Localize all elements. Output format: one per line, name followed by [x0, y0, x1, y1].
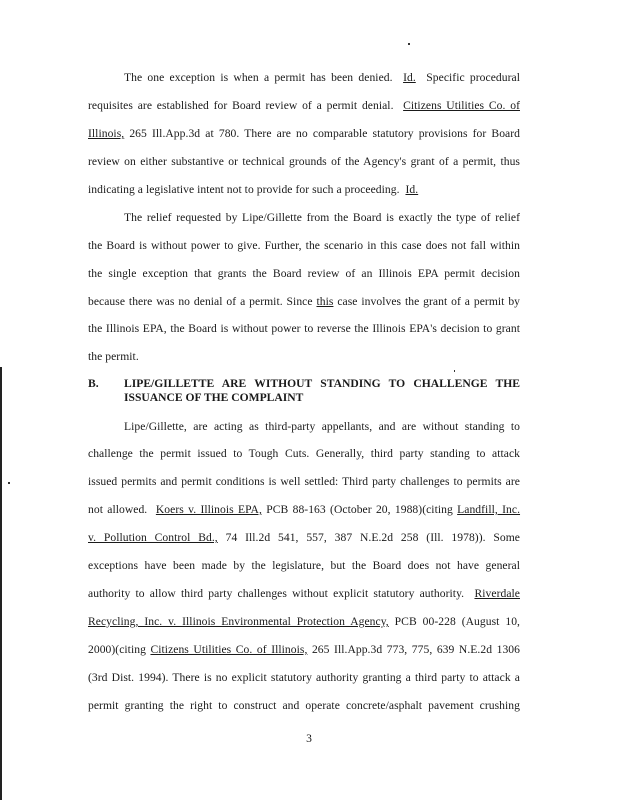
paragraph-3-line-1: Lipe/Gillette, are acting as third-party appellants, and are without standing to — [124, 420, 520, 433]
paragraph-3-line-6: exceptions have been made by the legislature, but the Board does not have general — [88, 559, 520, 572]
paragraph-2-line-1: The relief requested by Lipe/Gillette from the Board is exactly the type of relief — [124, 211, 520, 224]
scan-speck — [408, 43, 410, 45]
paragraph-3-line-10: (3rd Dist. 1994). There is no explicit statutory authority granting a third party to attack a — [88, 671, 520, 684]
paragraph-1-line-3: Illinois, 265 Ill.App.3d at 780. There are no comparable statutory provisions for Board — [88, 127, 520, 140]
paragraph-3-line-4: not allowed. Koers v. Illinois EPA, PCB 88-163 (October 20, 1988)(citing Landfill, Inc. — [88, 503, 521, 516]
paragraph-3-line-11: permit granting the right to construct and operate concrete/asphalt pavement crushing — [88, 699, 520, 712]
paragraph-3-line-3: issued permits and permit conditions is well settled: Third party challenges to permits are — [88, 475, 520, 488]
paragraph-2-line-4: because there was no denial of a permit. Since this case involves the grant of a permit by — [88, 295, 521, 308]
paragraph-1-line-2: requisites are established for Board review of a permit denial. Citizens Utilities Co. of — [88, 99, 520, 112]
page-number: 3 — [306, 732, 312, 745]
paragraph-2-line-6: the permit. — [88, 350, 139, 363]
paragraph-3-line-5: v. Pollution Control Bd., 74 Ill.2d 541, 557, 387 N.E.2d 258 (Ill. 1978)). Some — [88, 531, 521, 544]
paragraph-2-line-2: the Board is without power to give. Further, the scenario in this case does not fall within — [88, 239, 520, 252]
paragraph-2-line-5: the Illinois EPA, the Board is without power to reverse the Illinois EPA's decision to grant — [88, 322, 520, 335]
paragraph-3-line-9: 2000)(citing Citizens Utilities Co. of Illinois, 265 Ill.App.3d 773, 775, 639 N.E.2d 1306 — [88, 643, 520, 656]
scan-speck — [8, 482, 10, 484]
section-heading — [124, 377, 520, 405]
paragraph-3-line-2: challenge the permit issued to Tough Cuts. Generally, third party standing to attack — [88, 447, 520, 460]
paragraph-3-line-8: Recycling, Inc. v. Illinois Environmental Protection Agency, PCB 00-228 (August 10, — [88, 615, 520, 628]
section-heading-line-2: ISSUANCE OF THE COMPLAINT — [124, 391, 304, 404]
section-heading-line-1: LIPE/GILLETTE ARE WITHOUT STANDING TO CHALLENGE THE — [124, 377, 520, 390]
paragraph-2-line-3: the single exception that grants the Board review of an Illinois EPA permit decision — [88, 267, 520, 280]
paragraph-1-line-4: review on either substantive or technical grounds of the Agency's grant of a permit, thus — [88, 155, 520, 168]
paragraph-3-line-7: authority to allow third party challenges without explicit statutory authority. Riverdale — [88, 587, 520, 600]
scan-speck — [454, 370, 455, 372]
paragraph-1-line-5: indicating a legislative intent not to provide for such a proceeding. Id. — [88, 183, 419, 196]
paragraph-1-line-1: The one exception is when a permit has been denied. Id. Specific procedural — [124, 71, 520, 84]
section-label: B. — [88, 377, 99, 390]
